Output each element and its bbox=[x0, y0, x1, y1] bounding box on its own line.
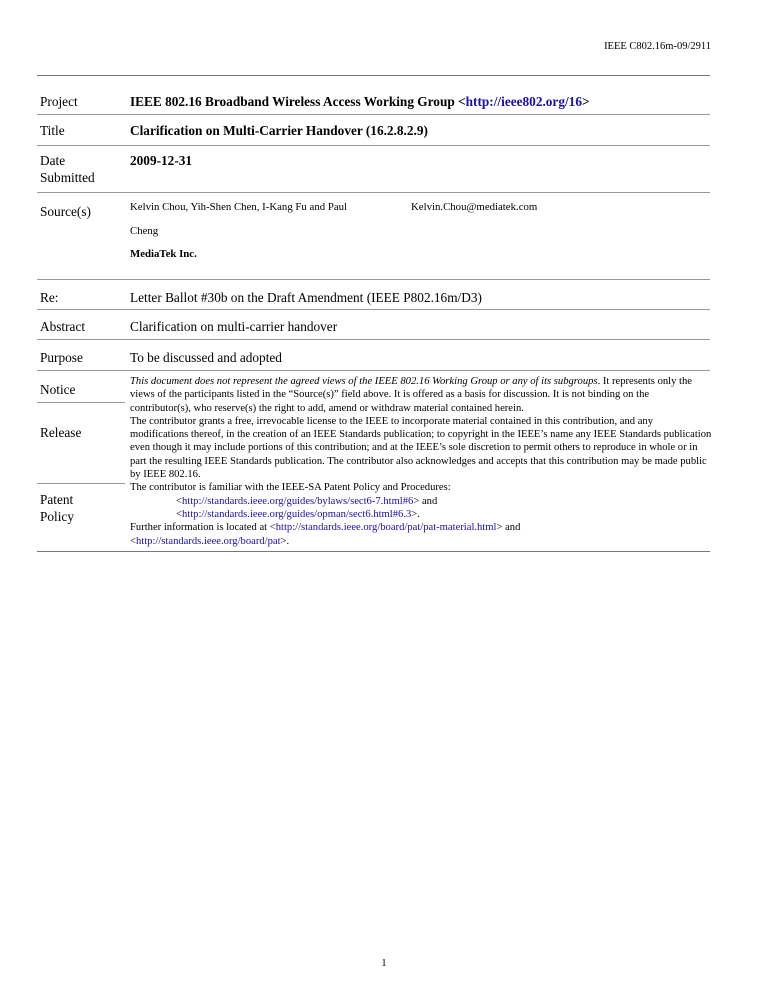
label-sources: Source(s) bbox=[40, 204, 91, 219]
title-value: Clarification on Multi-Carrier Handover (16.2.8.2.9) bbox=[130, 123, 428, 138]
source-authors-line1: Kelvin Chou, Yih-Shen Chen, I-Kang Fu and Paul bbox=[130, 201, 348, 213]
label-purpose: Purpose bbox=[40, 350, 83, 365]
row-divider bbox=[37, 370, 710, 371]
label-date-line1: Date bbox=[40, 153, 66, 168]
row-divider bbox=[37, 483, 125, 484]
label-release: Release bbox=[40, 425, 82, 440]
project-link[interactable]: http://ieee802.org/16 bbox=[465, 94, 582, 109]
notice-regular: . It represents only the views of the participants listed in the “Source(s)” field above. It is offered as a basis for discussion. It is not binding on the contributor(s), who reserve(s) the right to add, amend or withdraw material contained herein. bbox=[130, 376, 692, 414]
patent-further-line: Further information is located at <http://standards.ieee.org/board/pat/pat-material.html> and bbox=[130, 522, 521, 534]
label-project: Project bbox=[40, 94, 78, 109]
label-date-submitted bbox=[40, 152, 120, 186]
row-divider bbox=[37, 402, 125, 403]
project-value: IEEE 802.16 Broadband Wireless Access Working Group <http://ieee802.org/16> bbox=[130, 94, 590, 109]
page-number: 1 bbox=[381, 957, 387, 969]
re-value: Letter Ballot #30b on the Draft Amendment (IEEE P802.16m/D3) bbox=[130, 290, 482, 305]
row-divider bbox=[37, 145, 710, 146]
table-bottom-border bbox=[37, 551, 710, 552]
notice-release-patent-text bbox=[130, 375, 712, 548]
source-email: Kelvin.Chou@mediatek.com bbox=[411, 201, 538, 213]
label-patent-policy bbox=[40, 491, 120, 525]
row-divider bbox=[37, 309, 710, 310]
source-company: MediaTek Inc. bbox=[130, 248, 197, 260]
patent-link-opman[interactable]: http://standards.ieee.org/guides/opman/sect6.html#6.3 bbox=[181, 508, 412, 520]
patent-link-line-2: <http://standards.ieee.org/guides/opman/sect6.html#6.3>. bbox=[176, 508, 420, 520]
patent-link-line-1: <http://standards.ieee.org/guides/bylaws/sect6-7.html#6> and bbox=[176, 495, 438, 507]
date-value: 2009-12-31 bbox=[130, 153, 193, 168]
patent-intro: The contributor is familiar with the IEEE-SA Patent Policy and Procedures: bbox=[130, 482, 451, 494]
patent-and-2: and bbox=[505, 522, 521, 534]
label-title: Title bbox=[40, 123, 65, 138]
purpose-value: To be discussed and adopted bbox=[130, 350, 282, 365]
row-divider bbox=[37, 114, 710, 115]
patent-link-material[interactable]: http://standards.ieee.org/board/pat/pat-material.html bbox=[275, 522, 497, 534]
label-notice: Notice bbox=[40, 382, 76, 397]
project-name: IEEE 802.16 Broadband Wireless Access Working Group bbox=[130, 94, 455, 109]
table-top-border bbox=[37, 75, 710, 76]
patent-and-1: and bbox=[421, 495, 438, 507]
notice-text bbox=[130, 375, 712, 415]
source-authors-line2: Cheng bbox=[130, 225, 159, 237]
label-patent-line1: Patent bbox=[40, 492, 74, 507]
patent-link-pat[interactable]: http://standards.ieee.org/board/pat bbox=[135, 535, 281, 547]
notice-italic: This document does not represent the agreed views of the IEEE 802.16 Working Group or any of its subgroups bbox=[130, 376, 598, 387]
row-divider bbox=[37, 192, 710, 193]
label-patent-line2: Policy bbox=[40, 509, 74, 524]
row-divider bbox=[37, 339, 710, 340]
release-text: The contributor grants a free, irrevocable license to the IEEE to incorporate material contained in this contribution, and any modifications thereof, in the creation of an IEEE Standards publication; to copyright in the IEEE’s name any IEEE Standards publication even though it may include portions of this contribution; and at the IEEE’s sole discretion to permit others to reproduce in whole or in part the resulting IEEE Standards publication. The contributor also acknowledges and accepts that this contribution may be made public by IEEE 802.16. bbox=[130, 415, 712, 481]
label-abstract: Abstract bbox=[40, 319, 86, 334]
label-re: Re: bbox=[40, 290, 59, 305]
row-divider bbox=[37, 279, 710, 280]
document-id: IEEE C802.16m-09/2911 bbox=[604, 41, 711, 52]
patent-link-line-4: <http://standards.ieee.org/board/pat>. bbox=[130, 535, 290, 547]
label-date-line2: Submitted bbox=[40, 170, 95, 185]
abstract-value: Clarification on multi-carrier handover bbox=[130, 319, 338, 334]
patent-link-bylaws[interactable]: http://standards.ieee.org/guides/bylaws/sect6-7.html#6 bbox=[181, 495, 414, 507]
patent-further-text: Further information is located at bbox=[130, 522, 268, 534]
